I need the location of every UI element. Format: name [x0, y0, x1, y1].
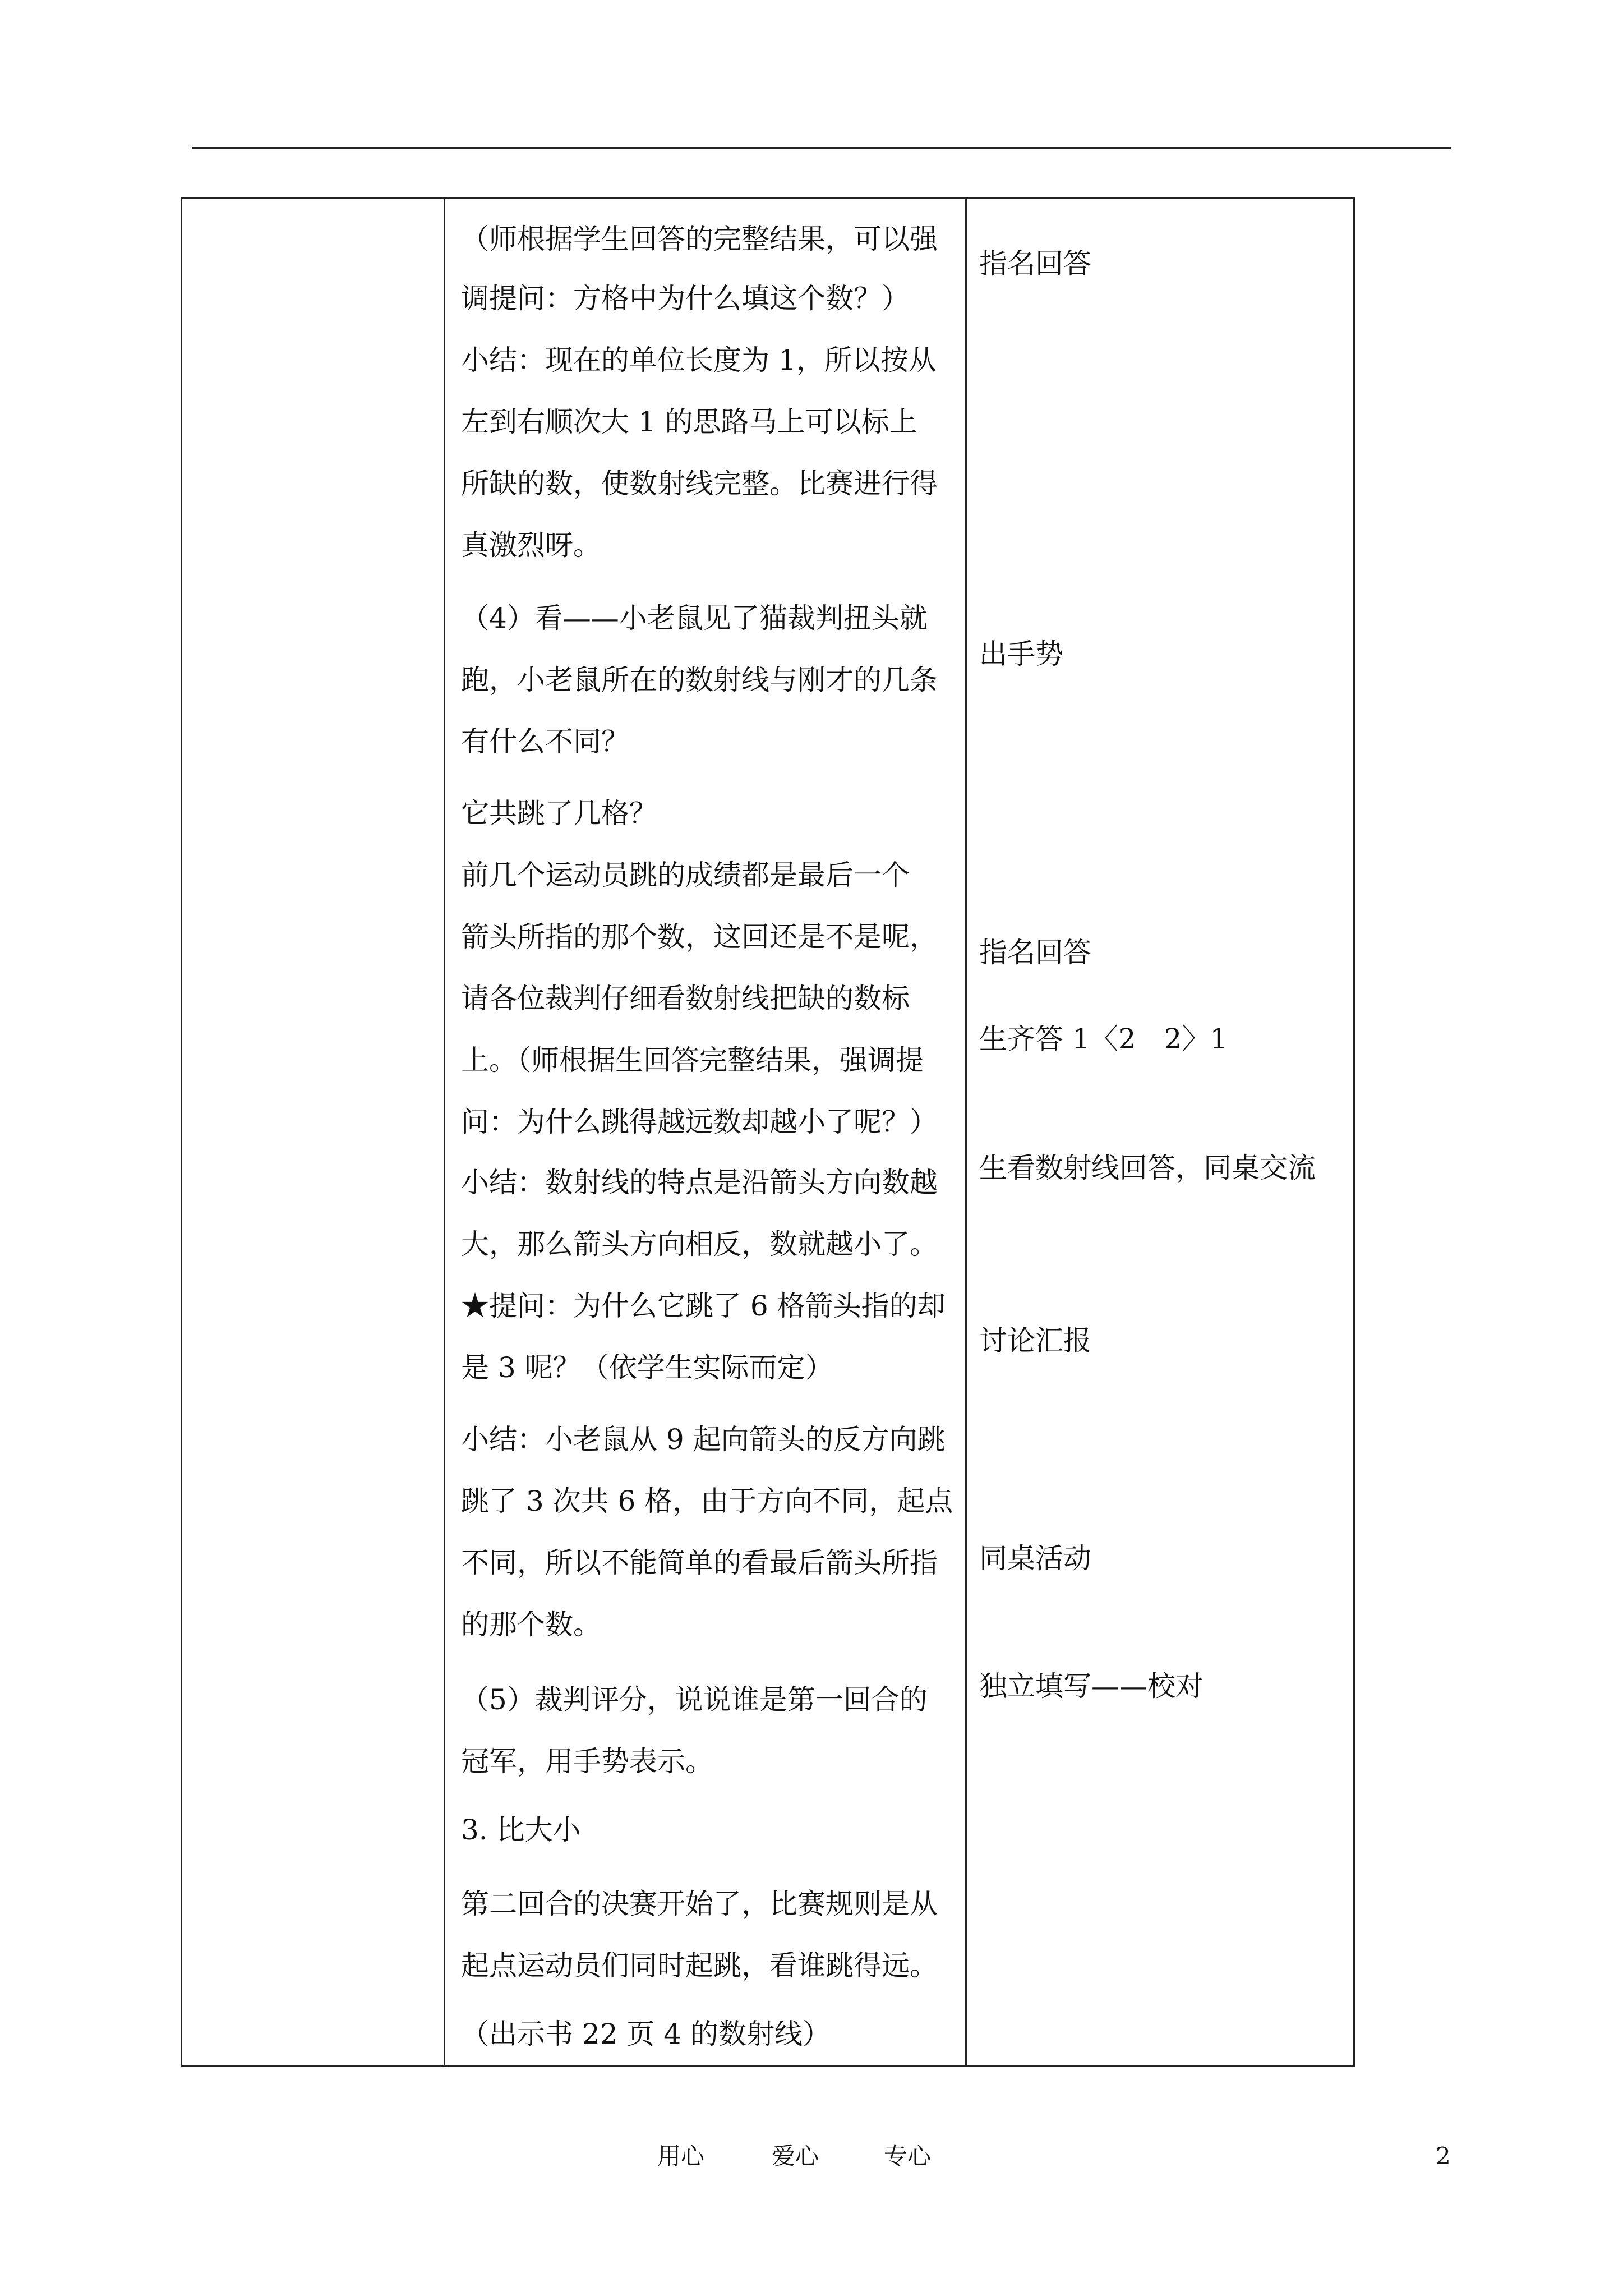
activity-note: 指名回答 — [979, 936, 1091, 969]
process-line: 请各位裁判仔细看数射线把缺的数标 — [461, 982, 910, 1015]
activity-note: 出手势 — [979, 638, 1063, 670]
column-divider-left — [444, 199, 445, 2065]
footer-motto: 爱心 — [772, 2142, 819, 2170]
process-line: 小结：数射线的特点是沿箭头方向数越 — [461, 1166, 938, 1199]
process-line: 冠军，用手势表示。 — [461, 1745, 713, 1778]
process-line: （师根据学生回答的完整结果，可以强 — [461, 223, 938, 255]
process-line: 真激烈呀。 — [461, 529, 601, 562]
process-line: 跑，小老鼠所在的数射线与刚才的几条 — [461, 664, 938, 696]
process-line: （5）裁判评分，说说谁是第一回合的 — [461, 1683, 928, 1716]
process-line: 上。（师根据生回答完整结果，强调提 — [461, 1044, 924, 1076]
process-line: ★提问：为什么它跳了 6 格箭头指的却 — [461, 1290, 946, 1322]
process-line: 问：为什么跳得越远数却越小了呢？） — [461, 1106, 938, 1138]
page-number: 2 — [1436, 2142, 1451, 2170]
process-line: 调提问：方格中为什么填这个数？） — [461, 282, 910, 315]
process-line: 所缺的数，使数射线完整。比赛进行得 — [461, 467, 938, 500]
process-line: 3. 比大小 — [461, 1814, 581, 1846]
process-line: （出示书 22 页 4 的数射线） — [461, 2018, 831, 2050]
process-line: 不同，所以不能简单的看最后箭头所指 — [461, 1547, 938, 1579]
process-line: 是 3 呢？（依学生实际而定） — [461, 1351, 833, 1384]
header-rule — [192, 147, 1451, 149]
process-line: 第二回合的决赛开始了，比赛规则是从 — [461, 1888, 938, 1920]
footer-motto: 用心 — [657, 2142, 705, 2170]
activity-note: 讨论汇报 — [979, 1324, 1091, 1357]
activity-note: 生齐答 1〈2 2〉1 — [979, 1023, 1228, 1055]
process-line: 小结：小老鼠从 9 起向箭头的反方向跳 — [461, 1423, 946, 1456]
process-line: 有什么不同？ — [461, 725, 629, 758]
process-line: 左到右顺次大 1 的思路马上可以标上 — [461, 406, 917, 438]
activity-note: 同桌活动 — [979, 1542, 1091, 1575]
process-line: 起点运动员们同时起跳，看谁跳得远。 — [461, 1949, 938, 1982]
process-line: 的那个数。 — [461, 1608, 601, 1641]
activity-note: 独立填写——校对 — [979, 1670, 1204, 1703]
process-line: （4）看——小老鼠见了猫裁判扭头就 — [461, 602, 928, 634]
footer-motto: 专心 — [884, 2142, 932, 2170]
activity-note: 生看数射线回答，同桌交流 — [979, 1152, 1316, 1184]
process-line: 大，那么箭头方向相反，数就越小了。 — [461, 1228, 938, 1260]
process-line: 箭头所指的那个数，这回还是不是呢， — [461, 921, 938, 953]
process-line: 跳了 3 次共 6 格，由于方向不同，起点 — [461, 1485, 953, 1517]
process-line: 小结：现在的单位长度为 1，所以按从 — [461, 344, 937, 376]
process-line: 它共跳了几格？ — [461, 797, 657, 830]
process-line: 前几个运动员跳的成绩都是最后一个 — [461, 859, 910, 891]
activity-note: 指名回答 — [979, 247, 1091, 280]
